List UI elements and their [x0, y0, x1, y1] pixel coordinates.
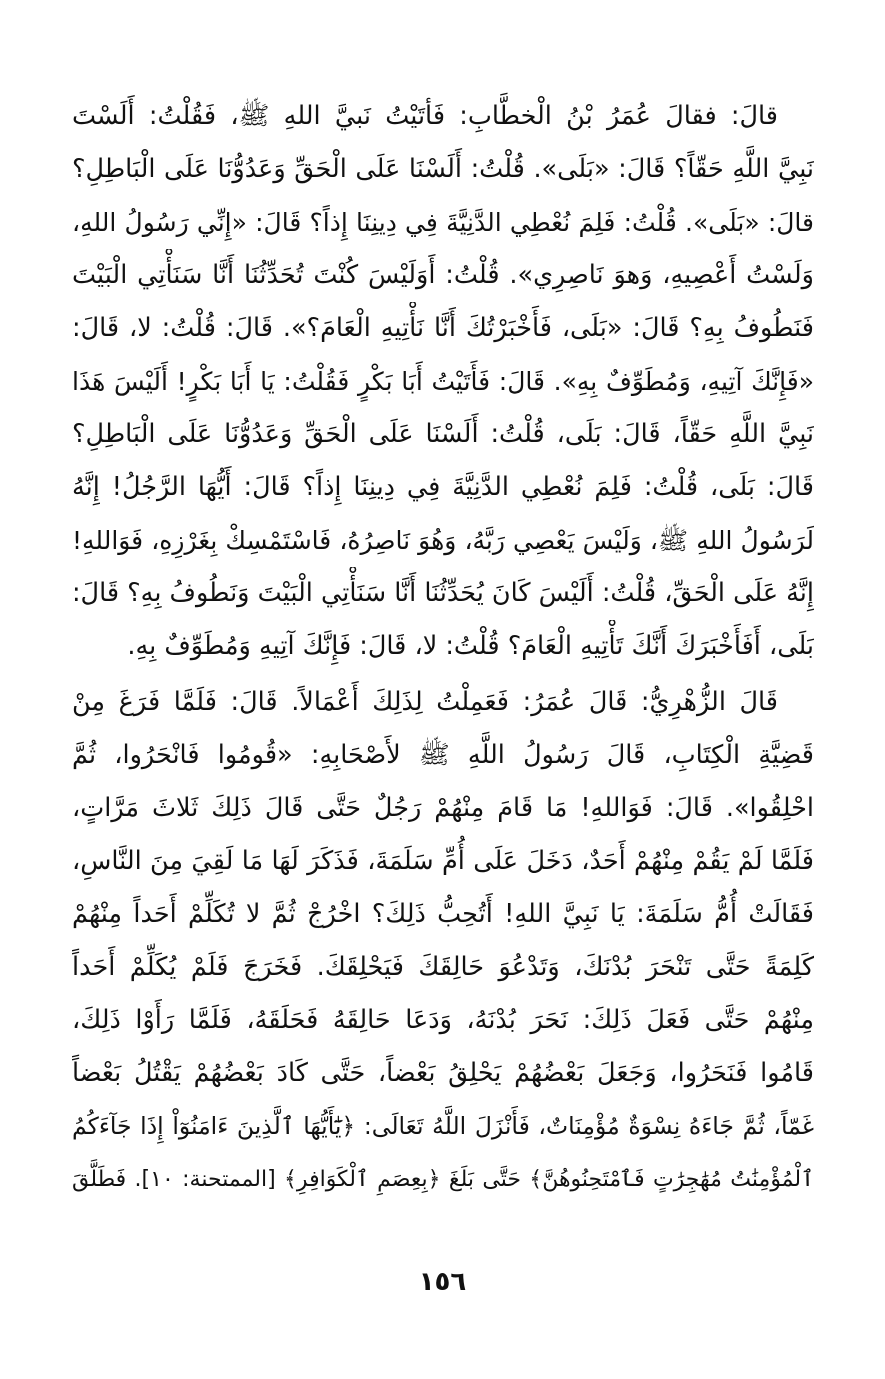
text-line: غَمّاً، ثُمَّ جَاءَهُ نِسْوَةٌ مُؤْمِنَاتٌ، فَأَنْزَلَ اللَّهُ تَعَالَى: ﴿يَٰٓأَيُّهَا ٱلَّذِينَ ءَامَنُوٓاْ إِذَا جَآءَكُمُ — [72, 1112, 814, 1140]
text-line: قَامُوا فَنَحَرُوا، وَجَعَلَ بَعْضُهُمْ يَحْلِقُ بَعْضاً، حَتَّى كَادَ بَعْضُهُمْ يَقْتُلُ بَعْضاً — [72, 1058, 814, 1088]
text-line: فَلَمَّا لَمْ يَقُمْ مِنْهُمْ أَحَدٌ، دَخَلَ عَلَى أُمِّ سَلَمَةَ، فَذَكَرَ لَهَا مَا لَقِيَ مِنَ النَّاسِ، — [72, 846, 814, 876]
text-line: فَنَطُوفُ بِهِ؟ قَالَ: «بَلَى، فَأَخْبَرْتُكَ أَنَّا نَأْتِيهِ الْعَامَ؟». قَالَ: قُلْتُ: لا، قَالَ: — [72, 313, 814, 343]
text-line: وَلَسْتُ أَعْصِيهِ، وَهوَ نَاصِرِي». قُلْتُ: أَوَلَيْسَ كُنْتَ تُحَدِّثُنَا أَنَّا سَنَأْتِي الْبَيْتَ — [72, 260, 814, 290]
text-line: فَقَالَتْ أُمُّ سَلَمَةَ: يَا نَبِيَّ اللهِ! أَتُحِبُّ ذَلِكَ؟ اخْرُجْ ثُمَّ لا تُكَلِّمْ أَحَداً مِنْهُمْ — [72, 899, 814, 929]
text-line: قالَ: «بَلَى». قُلْتُ: فَلِمَ نُعْطِي الدَّنِيَّةَ فِي دِينِنَا إِذاً؟ قَالَ: «إِنِّي رَسُولُ اللهِ، — [72, 208, 814, 237]
text-line: نَبِيَّ اللَّهِ حَقّاً؟ قَالَ: «بَلَى». قُلْتُ: أَلَسْنَا عَلَى الْحَقِّ وَعَدُوُّنَا عَلَى الْبَاطِلِ؟ — [72, 154, 814, 184]
text-line: قَالَ الزُّهْرِيُّ: قَالَ عُمَرُ: فَعَمِلْتُ لِذَلِكَ أَعْمَالاً. قَالَ: فَلَمَّا فَرَغَ مِنْ — [72, 687, 778, 717]
text-line: قَالَ: بَلَى، قُلْتُ: فَلِمَ نُعْطِي الدَّنِيَّةَ فِي دِينِنَا إِذاً؟ قَالَ: أَيُّهَا الرَّجُلُ! إِنَّهُ — [72, 472, 814, 502]
page-number: ١٥٦ — [418, 1267, 467, 1297]
text-line: بَلَى، أَفَأَخْبَرَكَ أَنَّكَ تَأْتِيهِ الْعَامَ؟ قُلْتُ: لا، قَالَ: فَإِنَّكَ آتِيهِ وَمُطَوِّفٌ بِهِ. — [127, 631, 814, 661]
text-line: كَلِمَةً حَتَّى تَنْحَرَ بُدْنَكَ، وَتَدْعُوَ حَالِقَكَ فَيَحْلِقَكَ. فَخَرَجَ فَلَمْ يُكَلِّمْ أَحَداً — [72, 952, 814, 982]
paragraph-2 — [72, 676, 814, 1206]
text-line: لَرَسُولُ اللهِ ﷺ، وَلَيْسَ يَعْصِي رَبَّهُ، وَهُوَ نَاصِرُهُ، فَاسْتَمْسِكْ بِغَرْزِهِ، فَوَاللهِ! — [72, 526, 814, 555]
paragraph-1 — [72, 90, 814, 673]
text-line: ٱلْمُؤْمِنَٰتُ مُهَٰجِرَٰتٍ فَٱمْتَحِنُوهُنَّ﴾ حَتَّى بَلَغَ ﴿بِعِصَمِ ٱلْكَوَافِرِ﴾ [الممتحنة: ١٠]. فَطَلَّقَ — [72, 1167, 814, 1192]
text-line: قَضِيَّةِ الْكِتَابِ، قَالَ رَسُولُ اللَّهِ ﷺ لأَصْحَابِهِ: «قُومُوا فَانْحَرُوا، ثُمَّ — [72, 740, 814, 770]
text-line: «فَإِنَّكَ آتِيهِ، وَمُطَوِّفٌ بِهِ». قَالَ: فَأَتَيْتُ أَبَا بَكْرٍ فَقُلْتُ: يَا أَبَا بَكْرٍ! أَلَيْسَ هَذَا — [72, 367, 814, 396]
text-line: مِنْهُمْ حَتَّى فَعَلَ ذَلِكَ: نَحَرَ بُدْنَهُ، وَدَعَا حَالِقَهُ فَحَلَقَهُ، فَلَمَّا رَأَوْا ذَلِكَ، — [72, 1005, 814, 1035]
text-line: نَبِيَّ اللَّهِ حَقّاً، قَالَ: بَلَى، قُلْتُ: أَلَسْنَا عَلَى الْحَقِّ وَعَدُوُّنَا عَلَى الْبَاطِلِ؟ — [72, 419, 814, 449]
text-line: إِنَّهُ عَلَى الْحَقِّ، قُلْتُ: أَلَيْسَ كَانَ يُحَدِّثُنَا أَنَّا سَنَأْتِي الْبَيْتَ وَنَطُوفُ بِهِ؟ قَالَ: — [72, 578, 814, 608]
text-line: قالَ: فقالَ عُمَرُ بْنُ الْخطَّابِ: فَأتَيْتُ نَبيَّ اللهِ ﷺ، فَقُلْتُ: أَلَسْتَ — [72, 101, 778, 131]
text-line: احْلِقُوا». قَالَ: فَوَاللهِ! مَا قَامَ مِنْهُمْ رَجُلٌ حَتَّى قَالَ ذَلِكَ ثَلاثَ مَرَّاتٍ، — [72, 793, 814, 823]
